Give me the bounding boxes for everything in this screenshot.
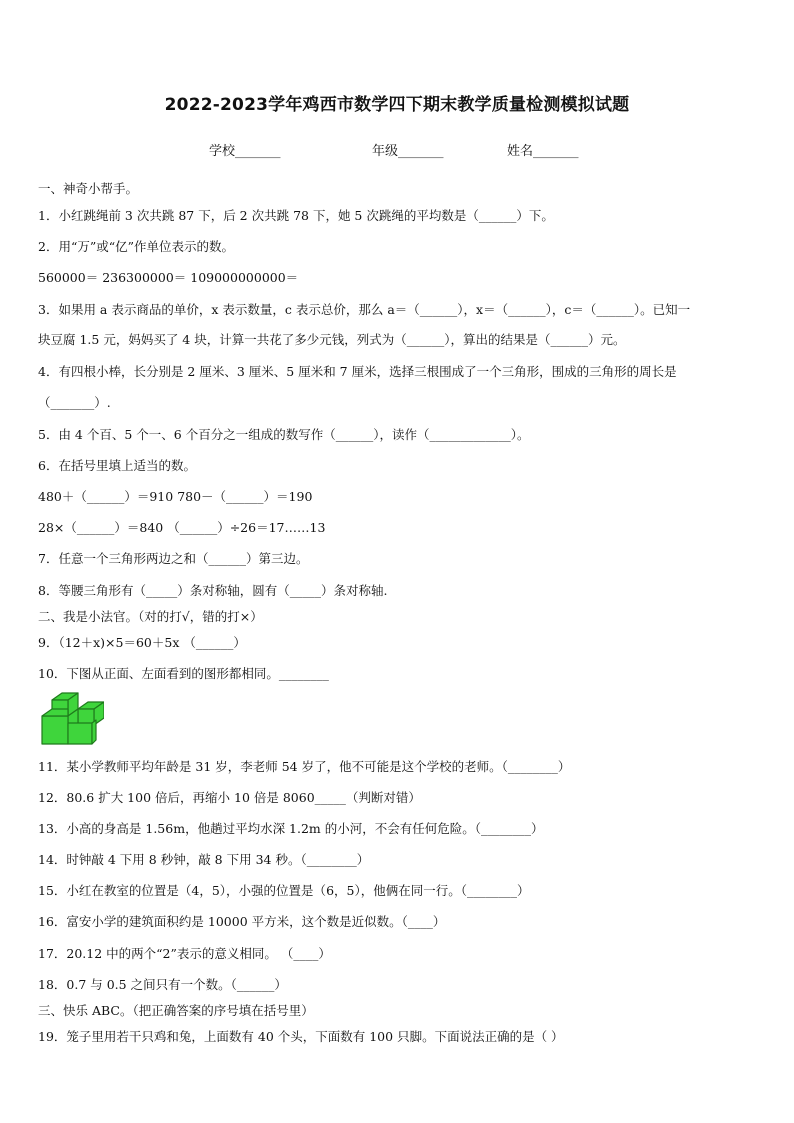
- question-16: 16．富安小学的建筑面积约是 10000 平方米，这个数是近似数。（____）: [38, 914, 446, 929]
- section-heading-2: 二、我是小法官。（对的打√，错的打×）: [38, 609, 263, 624]
- question-6: 6．在括号里填上适当的数。: [38, 458, 196, 473]
- question-4-line-1: 4．有四根小棒，长分别是 2 厘米、3 厘米、5 厘米和 7 厘米，选择三根围成了一个三角形，围成的三角形的周长是: [38, 364, 677, 379]
- section-heading-3: 三、快乐 ABC。（把正确答案的序号填在括号里）: [38, 1003, 314, 1018]
- question-2-items: 560000＝ 236300000＝ 109000000000＝: [38, 270, 299, 285]
- question-11: 11．某小学教师平均年龄是 31 岁，李老师 54 岁了，他不可能是这个学校的老师。（________）: [38, 759, 571, 774]
- question-6-row-2: 28×（______）＝840 （______）÷26＝17……13: [38, 520, 326, 535]
- question-9: 9．（12＋x)×5＝60＋5x （______）: [38, 635, 246, 650]
- question-14: 14．时钟敲 4 下用 8 秒钟，敲 8 下用 34 秒。（________）: [38, 852, 370, 867]
- section-heading-1: 一、神奇小帮手。: [38, 181, 139, 196]
- school-field: 学校_______: [209, 144, 281, 159]
- question-19: 19．笼子里用若干只鸡和兔，上面数有 40 个头，下面数有 100 只脚。下面说法正确的是（ ）: [38, 1029, 564, 1044]
- question-17: 17．20.12 中的两个“2”表示的意义相同。 （____）: [38, 946, 331, 961]
- question-5: 5．由 4 个百、5 个一、6 个百分之一组成的数写作（______），读作（_____________）。: [38, 427, 530, 442]
- question-2: 2．用“万”或“亿”作单位表示的数。: [38, 239, 235, 254]
- grade-field: 年级_______: [372, 144, 444, 159]
- question-13: 13．小高的身高是 1.56m，他趟过平均水深 1.2m 的小河，不会有任何危险。（________）: [38, 821, 544, 836]
- question-3-line-2: 块豆腐 1.5 元，妈妈买了 4 块，计算一共花了多少元钱，列式为（______），算出的结果是（______）元。: [38, 332, 626, 347]
- question-12: 12．80.6 扩大 100 倍后，再缩小 10 倍是 8060_____（判断对错）: [38, 790, 421, 805]
- question-10: 10．下图从正面、左面看到的图形都相同。________: [38, 666, 329, 681]
- question-18: 18．0.7 与 0.5 之间只有一个数。（______）: [38, 977, 287, 992]
- name-field: 姓名_______: [507, 144, 579, 159]
- question-3-line-1: 3．如果用 a 表示商品的单价，x 表示数量，c 表示总价，那么 a＝（______），x＝（______），c＝（______）。已知一: [38, 302, 691, 317]
- question-15: 15．小红在教室的位置是（4，5），小强的位置是（6，5），他俩在同一行。（________）: [38, 883, 530, 898]
- question-6-row-1: 480＋（______）＝910 780－（______）＝190: [38, 489, 313, 504]
- question-4-line-2: （_______）.: [38, 395, 111, 410]
- page-title: 2022-2023学年鸡西市数学四下期末教学质量检测模拟试题: [164, 95, 630, 115]
- green-cubes-figure: [40, 690, 104, 746]
- question-1: 1．小红跳绳前 3 次共跳 87 下，后 2 次共跳 78 下，她 5 次跳绳的平均数是（______）下。: [38, 208, 554, 223]
- question-8: 8．等腰三角形有（_____）条对称轴，圆有（_____）条对称轴.: [38, 583, 388, 598]
- question-7: 7．任意一个三角形两边之和（______）第三边。: [38, 551, 309, 566]
